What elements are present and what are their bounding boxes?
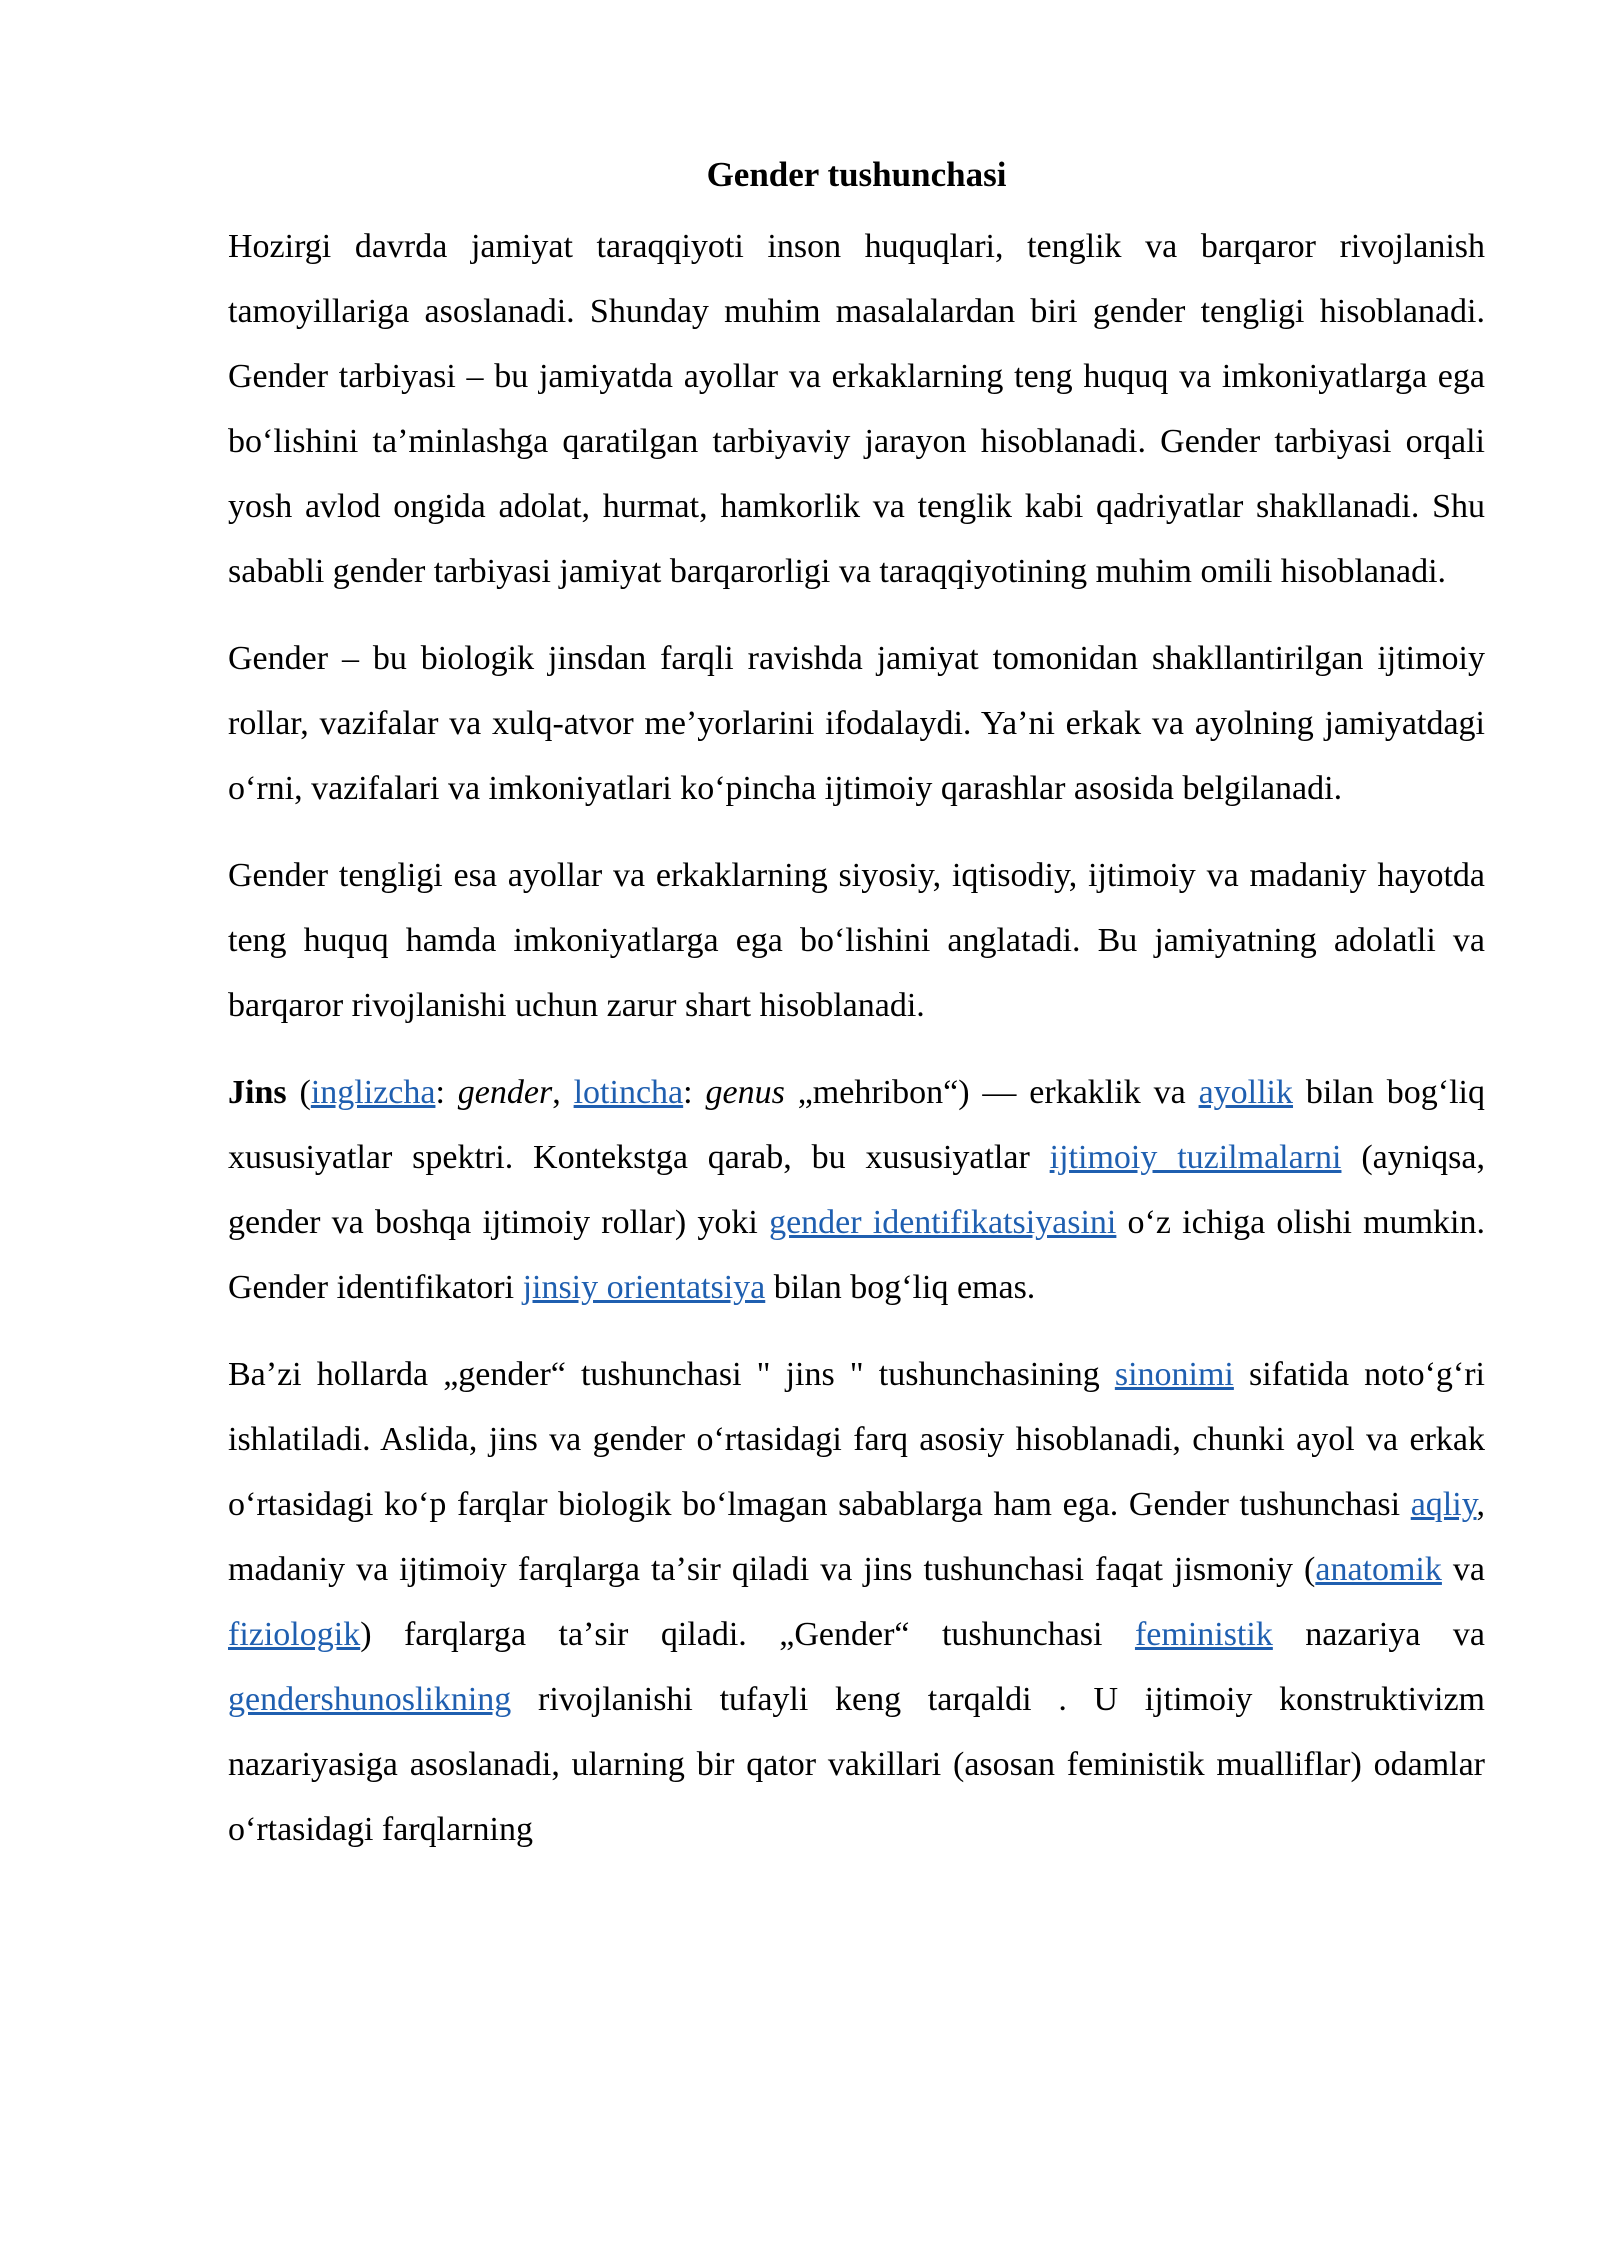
link-inglizcha[interactable]: inglizcha (310, 1074, 436, 1111)
link-ayollik[interactable]: ayollik (1198, 1074, 1294, 1111)
text-span: „mehribon“) — erkaklik va (784, 1074, 1199, 1111)
link-ijtimoiy-tuzilmalarni[interactable]: ijtimoiy tuzilmalarni (1049, 1139, 1342, 1176)
link-sinonimi[interactable]: sinonimi (1114, 1356, 1234, 1393)
text-span: rivojlanishi tufayli keng tarqaldi . U ijtimoiy konstruktivizm nazariyasiga asoslanadi, ularning bir qator vakillari (asosan feministik mualliflar) odamlar oʻrtasidagi farqlarning (228, 1681, 1485, 1848)
paragraph-gender-equality: Gender tengligi esa ayollar va erkaklarning siyosiy, iqtisodiy, ijtimoiy va madaniy hayotda teng huquq hamda imkoniyatlarga ega boʻlishini anglatadi. Bu jamiyatning adolatli va barqaror rivojlanishi uchun zarur shart hisoblanadi. (228, 857, 1485, 1024)
text-span: ) farqlarga taʼsir qiladi. „Gender“ tushunchasi (360, 1616, 1135, 1653)
text-span: sifatida notoʻgʻri ishlatiladi. Aslida, jins va gender oʻrtasidagi farq asosiy hisoblanadi, chunki ayol va erkak oʻrtasidagi koʻp farqlar biologik boʻlmagan sabablarga ham ega. Gender tushunchasi (228, 1356, 1485, 1523)
text-span: va (1441, 1551, 1485, 1588)
text-span: (ayniqsa, gender va boshqa ijtimoiy rollar) yoki (228, 1139, 1486, 1241)
text-span: oʻz ichiga olishi mumkin. Gender identifikatori (228, 1204, 1485, 1306)
text-span: ( (286, 1074, 311, 1111)
text-span: , madaniy va ijtimoiy farqlarga taʼsir qiladi va jins tushunchasi faqat jismoniy ( (228, 1486, 1485, 1588)
text-span: bilan bogʻliq emas. (765, 1269, 1036, 1306)
link-gendershunoslikning[interactable]: gendershunoslikning (228, 1681, 512, 1718)
link-jinsiy-orientatsiya[interactable]: jinsiy orientatsiya (522, 1269, 766, 1306)
text-span: Baʼzi hollarda „gender“ tushunchasi " jins " tushunchasining (228, 1356, 1115, 1393)
paragraph-sinonim (228, 1342, 1485, 1862)
text-span: bilan bogʻliq xususiyatlar spektri. Kontekstga qarab, bu xususiyatlar (228, 1074, 1486, 1176)
paragraph-jins (228, 1060, 1485, 1320)
page-title: Gender tushunchasi (706, 155, 1007, 194)
link-lotincha[interactable]: lotincha (573, 1074, 684, 1111)
link-feministik[interactable]: feministik (1134, 1616, 1273, 1653)
paragraph-gender-definition: Gender – bu biologik jinsdan farqli ravishda jamiyat tomonidan shakllantirilgan ijtimoiy rollar, vazifalar va xulq-atvor meʼyorlarini ifodalaydi. Yaʼni erkak va ayolning jamiyatdagi oʻrni, vazifalari va imkoniyatlari koʻpincha ijtimoiy qarashlar asosida belgilanadi. (228, 640, 1485, 807)
text-span: , (552, 1074, 574, 1111)
word-genus-italic: genus (705, 1074, 785, 1111)
link-anatomik[interactable]: anatomik (1315, 1551, 1442, 1588)
link-gender-identifikatsiyasini[interactable]: gender identifikatsiyasini (769, 1204, 1117, 1241)
text-span: : (435, 1074, 458, 1111)
text-span: : (683, 1074, 706, 1111)
word-gender-italic: gender (457, 1074, 553, 1111)
link-fiziologik[interactable]: fiziologik (228, 1616, 361, 1653)
paragraph-intro: Hozirgi davrda jamiyat taraqqiyoti inson huquqlari, tenglik va barqaror rivojlanish tamoyillariga asoslanadi. Shunday muhim masalalardan biri gender tengligi hisoblanadi. Gender tarbiyasi – bu jamiyatda ayollar va erkaklarning teng huquq va imkoniyatlarga ega boʻlishini taʼminlashga qaratilgan tarbiyaviy jarayon hisoblanadi. Gender tarbiyasi orqali yosh avlod ongida adolat, hurmat, hamkorlik va tenglik kabi qadriyatlar shakllanadi. Shu sababli gender tarbiyasi jamiyat barqarorligi va taraqqiyotining muhim omili hisoblanadi. (228, 228, 1485, 590)
text-span: nazariya va (1272, 1616, 1485, 1653)
link-aqliy[interactable]: aqliy (1410, 1486, 1477, 1523)
term-jins: Jins (228, 1074, 287, 1111)
